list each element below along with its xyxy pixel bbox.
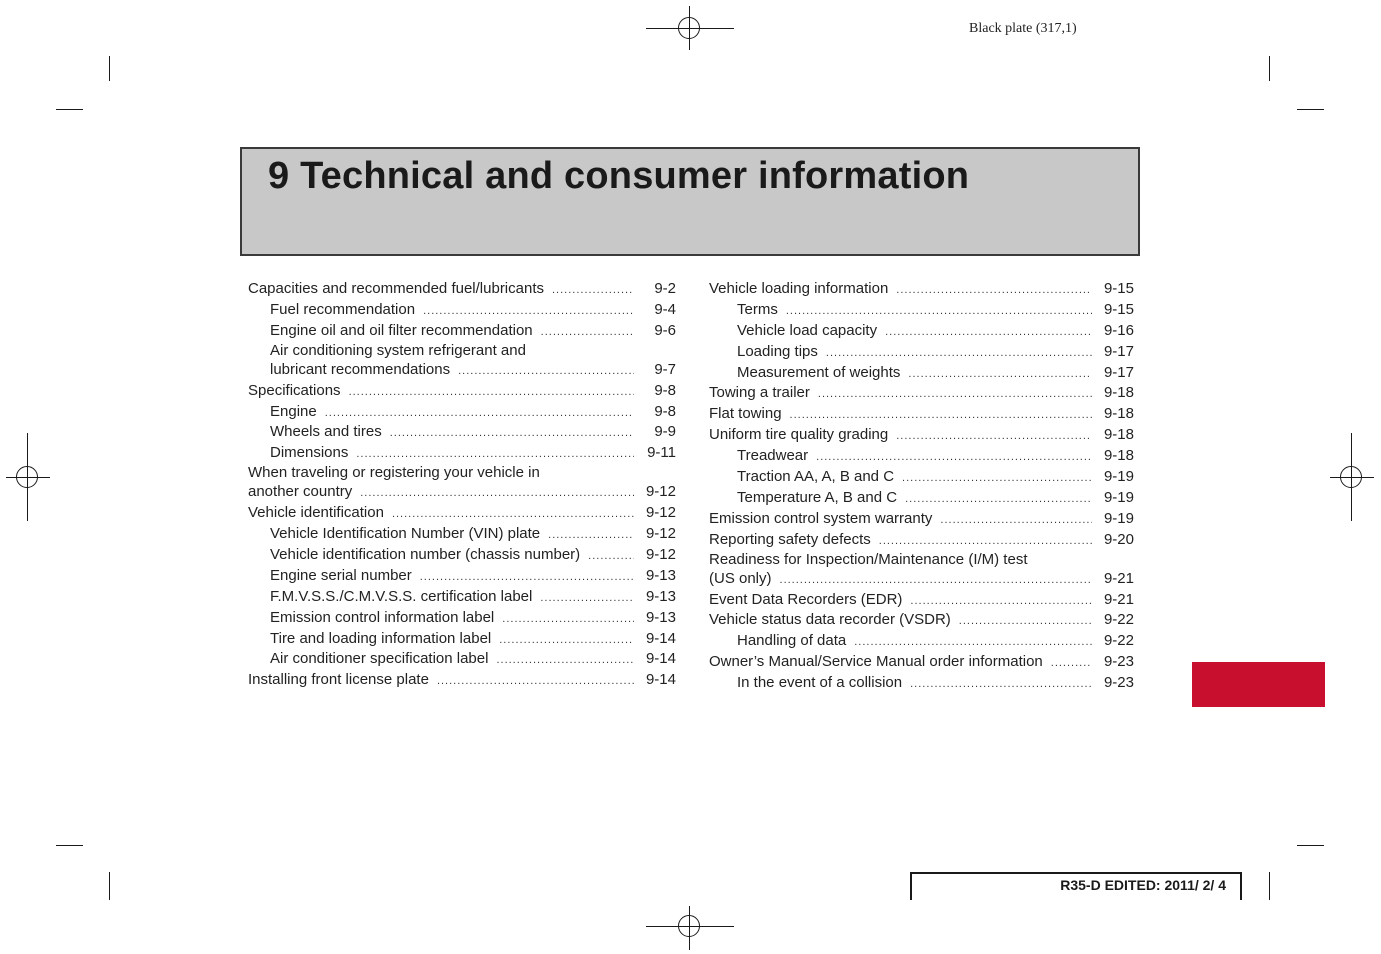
toc-entry[interactable] [709, 300, 1134, 321]
toc-entry[interactable] [709, 446, 1134, 467]
toc-leader-dots [496, 650, 634, 671]
toc-entry[interactable] [709, 342, 1134, 363]
toc-leader-dots [959, 611, 1092, 632]
toc-entry-page: 9-12 [645, 504, 676, 522]
toc-entry-page: 9-15 [1103, 280, 1134, 297]
toc-leader-dots [540, 588, 634, 609]
toc-entry-page: 9-8 [654, 381, 676, 399]
toc-entry-page: 9-19 [1103, 468, 1134, 486]
toc-entry[interactable] [248, 464, 676, 503]
toc-entry-page: 9-13 [645, 587, 676, 605]
toc-entry-page: 9-13 [645, 566, 676, 584]
toc-leader-dots [356, 444, 634, 465]
toc-entry-label: Vehicle loading information [709, 280, 889, 297]
toc-entry-page: 9-19 [1103, 488, 1134, 506]
toc-entry[interactable] [248, 300, 676, 321]
toc-entry-label: Specifications [248, 381, 341, 399]
toc-entry-label: Owner’s Manual/Service Manual order information [709, 653, 1043, 671]
toc-leader-dots [790, 405, 1092, 426]
toc-entry-label: Vehicle load capacity [737, 321, 878, 339]
toc-entry-page: 9-18 [1103, 447, 1134, 465]
toc-entry-label: Event Data Recorders (EDR) [709, 590, 903, 608]
toc-leader-dots [588, 546, 634, 567]
toc-entry-page: 9-21 [1103, 590, 1134, 608]
toc-leader-dots [552, 280, 634, 301]
toc-leader-dots [499, 630, 634, 651]
toc-entry-label: Vehicle Identification Number (VIN) plate [270, 525, 541, 543]
toc-leader-dots [458, 361, 634, 382]
toc-entry-page: 9-21 [1103, 569, 1134, 587]
toc-entry-page: 9-17 [1103, 363, 1134, 381]
chapter-tab-marker [1192, 662, 1325, 707]
toc-entry-label: Readiness for Inspection/Maintenance (I/M) test [709, 550, 1028, 568]
toc-entry[interactable] [248, 381, 676, 402]
toc-entry-label: Terms [737, 300, 778, 318]
toc-entry[interactable] [709, 509, 1134, 530]
toc-entry-page: 9-6 [654, 321, 676, 339]
toc-entry-label: When traveling or registering your vehicle in [248, 464, 540, 482]
toc-entry-line [248, 482, 676, 503]
toc-entry[interactable] [709, 673, 1134, 694]
toc-leader-dots [854, 632, 1092, 653]
chapter-title-box [240, 147, 1140, 256]
toc-entry-label: Tire and loading information label [270, 629, 492, 647]
toc-entry-label: Flat towing [709, 405, 782, 423]
edit-stamp-box [910, 872, 1242, 900]
toc-entry-label: Handling of data [737, 632, 847, 650]
toc-leader-dots [910, 674, 1092, 695]
toc-entry-label: Traction AA, A, B and C [737, 468, 895, 486]
toc-left-column [248, 279, 676, 691]
toc-entry-label-continued: another country [248, 483, 353, 501]
toc-entry-page: 9-12 [645, 546, 676, 564]
toc-entry-label: Emission control system warranty [709, 509, 933, 527]
toc-entry-label: F.M.V.S.S./C.M.V.S.S. certification label [270, 587, 533, 605]
toc-entry[interactable] [248, 566, 676, 587]
toc-entry[interactable] [709, 590, 1134, 611]
toc-leader-dots [910, 591, 1092, 612]
toc-leader-dots [502, 609, 634, 630]
toc-leader-dots [392, 504, 634, 525]
toc-leader-dots [423, 301, 634, 322]
toc-entry-label-continued: lubricant recommendations [270, 360, 451, 378]
toc-entry[interactable] [248, 608, 676, 629]
toc-entry[interactable] [248, 279, 676, 300]
toc-entry[interactable] [709, 551, 1134, 590]
toc-entry-page: 9-9 [654, 423, 676, 441]
toc-leader-dots [885, 322, 1092, 343]
toc-right-column [709, 279, 1134, 694]
toc-leader-dots [437, 671, 634, 692]
toc-entry[interactable] [248, 342, 676, 381]
toc-leader-dots [1051, 653, 1092, 674]
toc-entry-page: 9-18 [1103, 405, 1134, 423]
toc-entry-label: Reporting safety defects [709, 530, 871, 548]
toc-leader-dots [905, 489, 1092, 510]
toc-entry[interactable] [248, 503, 676, 524]
toc-entry-label: In the event of a collision [737, 674, 903, 692]
toc-entry-line [709, 569, 1134, 590]
toc-entry-page: 9-22 [1103, 632, 1134, 650]
toc-entry-label: Air conditioning system refrigerant and [270, 341, 526, 359]
toc-entry-page: 9-16 [1103, 321, 1134, 339]
toc-entry-page: 9-14 [645, 650, 676, 668]
toc-entry-page: 9-7 [654, 360, 676, 378]
toc-entry-label: Uniform tire quality grading [709, 426, 889, 444]
toc-entry-label: Vehicle identification [248, 504, 384, 522]
toc-leader-dots [826, 343, 1092, 364]
toc-entry-page: 9-18 [1103, 384, 1134, 402]
toc-entry-label: Vehicle status data recorder (VSDR) [709, 611, 951, 629]
toc-leader-dots [896, 426, 1092, 447]
toc-entry[interactable] [709, 363, 1134, 384]
toc-entry[interactable] [248, 587, 676, 608]
toc-entry[interactable] [248, 321, 676, 342]
toc-leader-dots [786, 301, 1092, 322]
toc-entry-label: Fuel recommendation [270, 300, 416, 318]
toc-entry[interactable] [248, 629, 676, 650]
toc-entry-label: Air conditioner specification label [270, 650, 489, 668]
toc-leader-dots [548, 525, 634, 546]
toc-entry-label: Capacities and recommended fuel/lubricants [248, 280, 544, 297]
toc-entry-page: 9-22 [1103, 611, 1134, 629]
toc-leader-dots [908, 364, 1092, 385]
toc-entry[interactable] [248, 545, 676, 566]
toc-entry-label: Wheels and tires [270, 423, 382, 441]
toc-entry[interactable] [248, 649, 676, 670]
toc-entry-page: 9-20 [1103, 530, 1134, 548]
toc-entry-line [270, 360, 676, 381]
toc-entry[interactable] [248, 670, 676, 691]
toc-leader-dots [818, 384, 1092, 405]
toc-entry-label: Loading tips [737, 342, 818, 360]
edit-stamp: R35-D EDITED: 2011/ 2/ 4 [1060, 877, 1226, 893]
toc-entry-page: 9-11 [647, 444, 676, 462]
toc-entry[interactable] [709, 321, 1134, 342]
toc-leader-dots [360, 483, 634, 504]
chapter-title: 9 Technical and consumer information [268, 155, 970, 197]
toc-entry[interactable] [709, 404, 1134, 425]
toc-leader-dots [420, 567, 634, 588]
toc-leader-dots [390, 423, 634, 444]
toc-entry-label: Engine serial number [270, 566, 412, 584]
toc-entry-label: Vehicle identification number (chassis number) [270, 546, 581, 564]
toc-leader-dots [879, 531, 1092, 552]
toc-entry[interactable] [709, 610, 1134, 631]
toc-entry-label: Treadwear [737, 447, 809, 465]
toc-entry[interactable] [709, 425, 1134, 446]
toc-entry-page: 9-12 [645, 525, 676, 543]
toc-entry[interactable] [248, 524, 676, 545]
toc-entry-page: 9-13 [645, 608, 676, 626]
toc-entry-page: 9-14 [645, 629, 676, 647]
toc-entry-page: 9-14 [645, 671, 676, 689]
toc-entry-page: 9-8 [654, 402, 676, 420]
toc-entry-label: Installing front license plate [248, 671, 429, 689]
toc-entry-page: 9-2 [654, 280, 676, 297]
toc-entry[interactable] [709, 488, 1134, 509]
toc-leader-dots [896, 280, 1092, 301]
toc-leader-dots [325, 403, 634, 424]
toc-entry[interactable] [709, 467, 1134, 488]
toc-entry-page: 9-23 [1103, 653, 1134, 671]
toc-entry-page: 9-17 [1103, 342, 1134, 360]
toc-leader-dots [349, 382, 634, 403]
toc-entry-label: Measurement of weights [737, 363, 901, 381]
toc-leader-dots [816, 447, 1092, 468]
toc-entry-page: 9-4 [654, 300, 676, 318]
toc-entry[interactable] [709, 383, 1134, 404]
toc-entry-label: Engine [270, 402, 317, 420]
toc-entry[interactable] [709, 530, 1134, 551]
toc-leader-dots [541, 322, 634, 343]
toc-entry[interactable] [248, 402, 676, 423]
black-plate-label: Black plate (317,1) [969, 21, 1077, 36]
toc-entry-label: Emission control information label [270, 608, 495, 626]
toc-leader-dots [902, 468, 1092, 489]
toc-entry-page: 9-15 [1103, 300, 1134, 318]
toc-entry-label: Temperature A, B and C [737, 488, 898, 506]
toc-entry[interactable] [709, 279, 1134, 300]
toc-entry-page: 9-12 [645, 483, 676, 501]
toc-entry[interactable] [248, 422, 676, 443]
toc-entry-label: Engine oil and oil filter recommendation [270, 321, 533, 339]
toc-entry[interactable] [709, 631, 1134, 652]
toc-entry-label: Towing a trailer [709, 384, 810, 402]
toc-entry[interactable] [248, 443, 676, 464]
toc-leader-dots [780, 570, 1092, 591]
toc-entry-page: 9-19 [1103, 509, 1134, 527]
toc-entry-page: 9-18 [1103, 426, 1134, 444]
toc-entry-label: Dimensions [270, 444, 349, 462]
toc-entry-label-continued: (US only) [709, 569, 772, 587]
toc-entry-page: 9-23 [1103, 674, 1134, 692]
toc-entry[interactable] [709, 652, 1134, 673]
toc-leader-dots [940, 510, 1092, 531]
